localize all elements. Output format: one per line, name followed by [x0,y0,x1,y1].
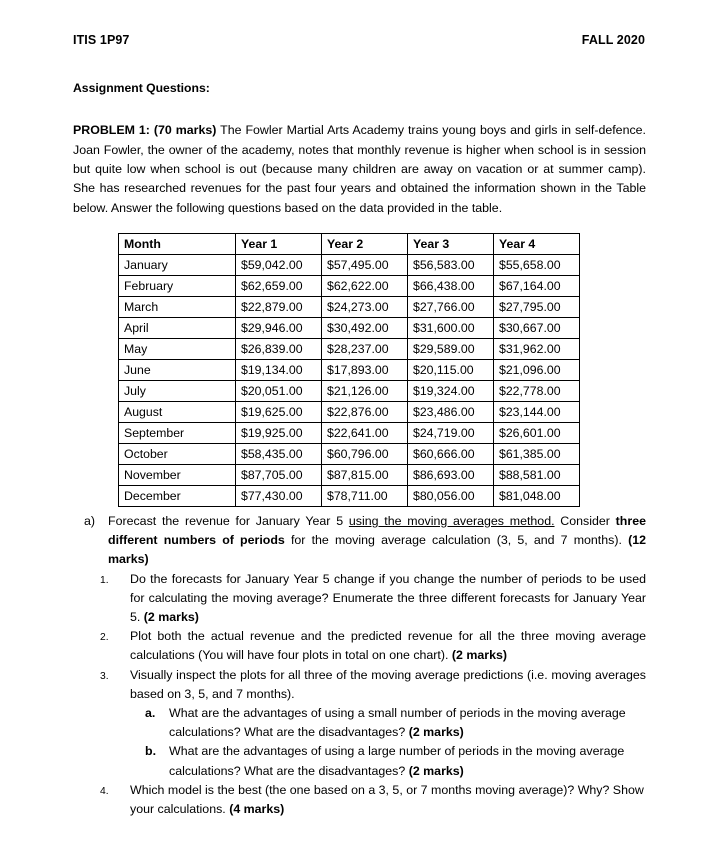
cell-year3: $66,438.00 [408,276,494,297]
item-2-marker: 2. [100,632,109,644]
cell-month: August [119,402,236,423]
cell-year4: $55,658.00 [494,255,580,276]
cell-year3: $23,486.00 [408,402,494,423]
table-row [119,423,580,444]
item-1-text: Do the forecasts for January Year 5 change if you change the number of periods to be used for calculating the moving average? Enumerate the three different forecasts for January Year 5. [130,571,646,625]
item-2-text: Plot both the actual revenue and the predicted revenue for all the three moving average calculations (You will have four plots in total on one chart). [130,629,646,663]
cell-year4: $67,164.00 [494,276,580,297]
cell-year1: $22,879.00 [236,297,322,318]
cell-month: June [119,360,236,381]
question-a-item-4 [100,781,646,819]
cell-year4: $88,581.00 [494,465,580,486]
cell-year4: $27,795.00 [494,297,580,318]
cell-year3: $19,324.00 [408,381,494,402]
cell-year1: $29,946.00 [236,318,322,339]
term-label: FALL 2020 [581,33,645,47]
document-header [73,33,645,47]
course-code: ITIS 1P97 [73,33,130,47]
question-a-item-1 [100,570,646,628]
cell-month: October [119,444,236,465]
sub-a-text: What are the advantages of using a small number of periods in the moving average calculations? What are the disadvantages? [169,706,626,740]
cell-year3: $27,766.00 [408,297,494,318]
question-a-text-2: Consider [554,514,616,528]
item-3-text: Visually inspect the plots for all three of the moving average predictions (i.e. moving averages based on 3, 5, and 7 months). [130,667,646,701]
table-row [119,444,580,465]
cell-month: May [119,339,236,360]
cell-year2: $30,492.00 [322,318,408,339]
cell-year4: $22,778.00 [494,381,580,402]
table-row [119,297,580,318]
item-4-marks: (4 marks) [229,802,285,817]
column-header-month: Month [119,234,236,255]
question-a [84,512,646,570]
cell-year1: $87,705.00 [236,465,322,486]
cell-year1: $62,659.00 [236,276,322,297]
sub-b-text: What are the advantages of using a large number of periods in the moving average calculations? What are the disadvantages? [169,744,625,778]
cell-year1: $20,051.00 [236,381,322,402]
cell-month: November [119,465,236,486]
cell-year2: $87,815.00 [322,465,408,486]
column-header-year1: Year 1 [236,234,322,255]
table-row [119,381,580,402]
item-2-marks: (2 marks) [451,648,507,663]
table-row [119,255,580,276]
sub-a-marker: a. [145,706,156,721]
question-a-item-2 [100,627,646,665]
cell-month: September [119,423,236,444]
cell-year3: $60,666.00 [408,444,494,465]
cell-year1: $26,839.00 [236,339,322,360]
question-a-item-3-sub-b [145,742,646,780]
cell-year4: $31,962.00 [494,339,580,360]
cell-year2: $17,893.00 [322,360,408,381]
question-a-bold-1: three different numbers of periods [108,514,646,548]
cell-month: February [119,276,236,297]
problem-body: The Fowler Martial Arts Academy trains young boys and girls in self-defence. Joan Fowler, the owner of the academy, notes that monthly revenue is higher when school is in session but quite low when school is out (because many children are away on vacation or at summer camp). She has researched revenues for the past four years and obtained the information shown in the Table below. Answer the following questions based on the data provided in the table. [73,123,646,215]
question-a-text-3: for the moving average calculation (3, 5, and 7 months). [284,533,629,548]
cell-year1: $19,925.00 [236,423,322,444]
cell-year4: $26,601.00 [494,423,580,444]
cell-month: July [119,381,236,402]
cell-year2: $78,711.00 [322,486,408,507]
cell-year2: $21,126.00 [322,381,408,402]
revenue-table [118,233,580,507]
table-row [119,360,580,381]
cell-year3: $86,693.00 [408,465,494,486]
cell-month: December [119,486,236,507]
table-row [119,465,580,486]
cell-year1: $19,625.00 [236,402,322,423]
table-row [119,402,580,423]
cell-year3: $56,583.00 [408,255,494,276]
cell-month: March [119,297,236,318]
table-row [119,318,580,339]
cell-month: January [119,255,236,276]
cell-year3: $20,115.00 [408,360,494,381]
cell-year3: $80,056.00 [408,486,494,507]
table-row [119,486,580,507]
questions-block [84,512,646,819]
sub-b-marker: b. [145,744,157,759]
table-row [119,276,580,297]
cell-year1: $77,430.00 [236,486,322,507]
question-a-item-3 [100,666,646,704]
cell-year2: $62,622.00 [322,276,408,297]
cell-year2: $24,273.00 [322,297,408,318]
cell-year4: $21,096.00 [494,360,580,381]
cell-year2: $22,876.00 [322,402,408,423]
section-title: Assignment Questions: [73,81,210,95]
sub-b-marks: (2 marks) [408,763,464,778]
item-1-marker: 1. [100,574,109,586]
question-a-marks: (12 marks) [108,533,646,567]
problem-label: PROBLEM 1: (70 marks) [73,123,217,138]
item-1-marks: (2 marks) [143,610,199,625]
cell-year2: $60,796.00 [322,444,408,465]
item-3-marker: 3. [100,670,109,682]
table-row [119,339,580,360]
item-4-text: Which model is the best (the one based on a 3, 5, or 7 months moving average)? Why? Show your calculations. [130,782,644,817]
cell-year3: $31,600.00 [408,318,494,339]
column-header-year2: Year 2 [322,234,408,255]
cell-year1: $19,134.00 [236,360,322,381]
cell-year2: $57,495.00 [322,255,408,276]
cell-month: April [119,318,236,339]
column-header-year3: Year 3 [408,234,494,255]
cell-year4: $23,144.00 [494,402,580,423]
cell-year4: $30,667.00 [494,318,580,339]
question-a-underlined: using the moving averages method. [348,514,555,528]
cell-year4: $61,385.00 [494,444,580,465]
cell-year3: $29,589.00 [408,339,494,360]
table-header-row [119,234,580,255]
sub-a-marks: (2 marks) [408,725,464,740]
question-a-item-3-sub-a [145,704,646,742]
cell-year1: $58,435.00 [236,444,322,465]
question-a-text-1: Forecast the revenue for January Year 5 [108,514,349,528]
cell-year2: $22,641.00 [322,423,408,444]
cell-year1: $59,042.00 [236,255,322,276]
cell-year4: $81,048.00 [494,486,580,507]
question-a-marker: a) [84,514,96,528]
column-header-year4: Year 4 [494,234,580,255]
item-4-marker: 4. [100,785,109,797]
cell-year3: $24,719.00 [408,423,494,444]
problem-statement [73,121,646,217]
cell-year2: $28,237.00 [322,339,408,360]
